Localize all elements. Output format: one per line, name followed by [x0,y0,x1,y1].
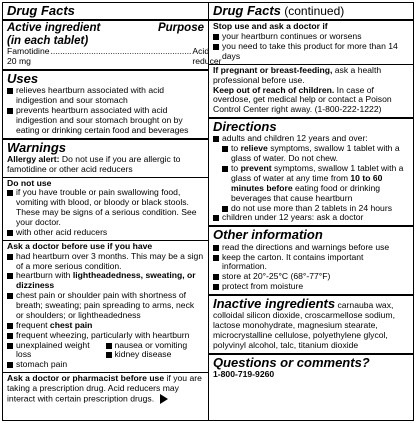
drug-facts-panel [2,2,414,421]
list-item: store at 20°-25°C (68°-77°F) [213,272,409,282]
ask-pharmacist-section [3,372,208,420]
inactive-ingredients-text: carnauba wax, colloidal silicon dioxide, croscarmellose sodium, lactose monohydrate, magnesium stearate, microcrystalline cellulose, polyethylene glycol, polyvinyl alcohol, talc, titanium dioxide [213,300,395,350]
list-item: unexplained weight loss [7,341,106,361]
list-item: relieves heartburn associated with acid indigestion and sour stomach [7,86,204,106]
list-item: if you have trouble or pain swallowing food, vomiting with blood, or bloody or black stools. These may be signs of a serious condition. See your doctor. [7,188,204,228]
list-item: kidney disease [106,350,205,360]
ask-pharmacist-text: if you are taking a prescription drug. Acid reducers may interact with certain prescription drugs. [7,373,202,404]
list-item: heartburn with lightheadedness, sweating, or dizziness [7,271,204,291]
list-item: adults and children 12 years and over: [213,134,409,144]
continue-arrow-icon [160,394,168,404]
ingredient-row [7,46,222,67]
list-item: chest pain or shoulder pain with shortness of breath; sweating; pain spreading to arms, neck or shoulders; or lightheadedness [7,291,204,321]
pregnant-section [209,64,413,117]
list-item: to relieve symptoms, swallow 1 tablet with a glass of water. Do not chew. [222,144,409,164]
questions-heading: Questions or comments? [213,354,370,370]
warnings-section [3,138,208,177]
pregnant-warning: If pregnant or breast-feeding, ask a health professional before use. [213,64,382,85]
active-ingredient-section [3,19,222,69]
keep-out-of-reach: Keep out of reach of children. In case of overdose, get medical help or contact a Poison Control Center right away. (1-800-222-1222) [213,84,392,115]
ask-pharmacist-heading: Ask a doctor or pharmacist before use [7,373,165,384]
list-item: frequent wheezing, particularly with heartburn [7,331,204,341]
uses-section [3,69,208,138]
questions-phone: 1-800-719-9260 [213,369,275,380]
list-item: nausea or vomiting [106,341,205,351]
left-column [3,3,222,420]
drug-facts-continued-header [209,3,413,19]
questions-section [209,353,413,420]
stop-use-section [209,19,413,64]
ingredient-name: Famotidine 20 mg [7,46,50,66]
list-item: prevents heartburn associated with acid indigestion and sour stomach brought on by eating or drinking certain food and beverages [7,106,204,136]
do-not-use-heading: Do not use [7,177,52,188]
inactive-ingredients-heading: Inactive ingredients [213,296,336,312]
list-item: keep the carton. It contains important information. [213,253,409,273]
list-item: you need to take this product for more than 14 days [213,42,409,62]
stop-use-heading: Stop use and ask a doctor if [213,21,328,32]
ingredient-purpose: Acid reducer [192,46,222,66]
other-information-heading: Other information [213,227,323,243]
list-item: do not use more than 2 tablets in 24 hours [222,204,409,214]
directions-section [209,117,413,225]
right-column [209,3,413,420]
list-item: read the directions and warnings before use [213,243,409,253]
ask-doctor-heading: Ask a doctor before use if you have [7,240,153,251]
drug-facts-title: Drug Facts [213,3,281,18]
leader-dots: ........................................................... [50,46,192,57]
drug-facts-title: Drug Facts [7,3,75,18]
uses-heading: Uses [7,70,39,86]
active-ingredient-heading: Active ingredient (in each tablet) [7,22,101,47]
list-item: your heartburn continues or worsens [213,32,409,42]
drug-facts-header [3,3,208,19]
list-item: children under 12 years: ask a doctor [213,213,409,223]
ask-doctor-section [3,240,208,372]
continued-label: (continued) [280,4,345,18]
list-item: frequent chest pain [7,321,204,331]
inactive-ingredients-section [209,294,413,353]
allergy-alert: Allergy alert: Do not use if you are allergic to famotidine or other acid reducers [7,153,181,174]
warnings-heading: Warnings [7,139,66,155]
do-not-use-section [3,177,208,240]
list-item: had heartburn over 3 months. This may be a sign of a more serious condition. [7,252,204,272]
other-information-section [209,225,413,294]
directions-heading: Directions [213,119,277,135]
list-item: protect from moisture [213,282,409,292]
list-item: with other acid reducers [7,228,204,238]
list-item: stomach pain [7,360,106,370]
purpose-heading: Purpose [157,22,204,35]
list-item: to prevent symptoms, swallow 1 tablet with a glass of water at any time from 10 to 60 minutes before eating food or drinking beverages that cause heartburn [222,164,409,204]
